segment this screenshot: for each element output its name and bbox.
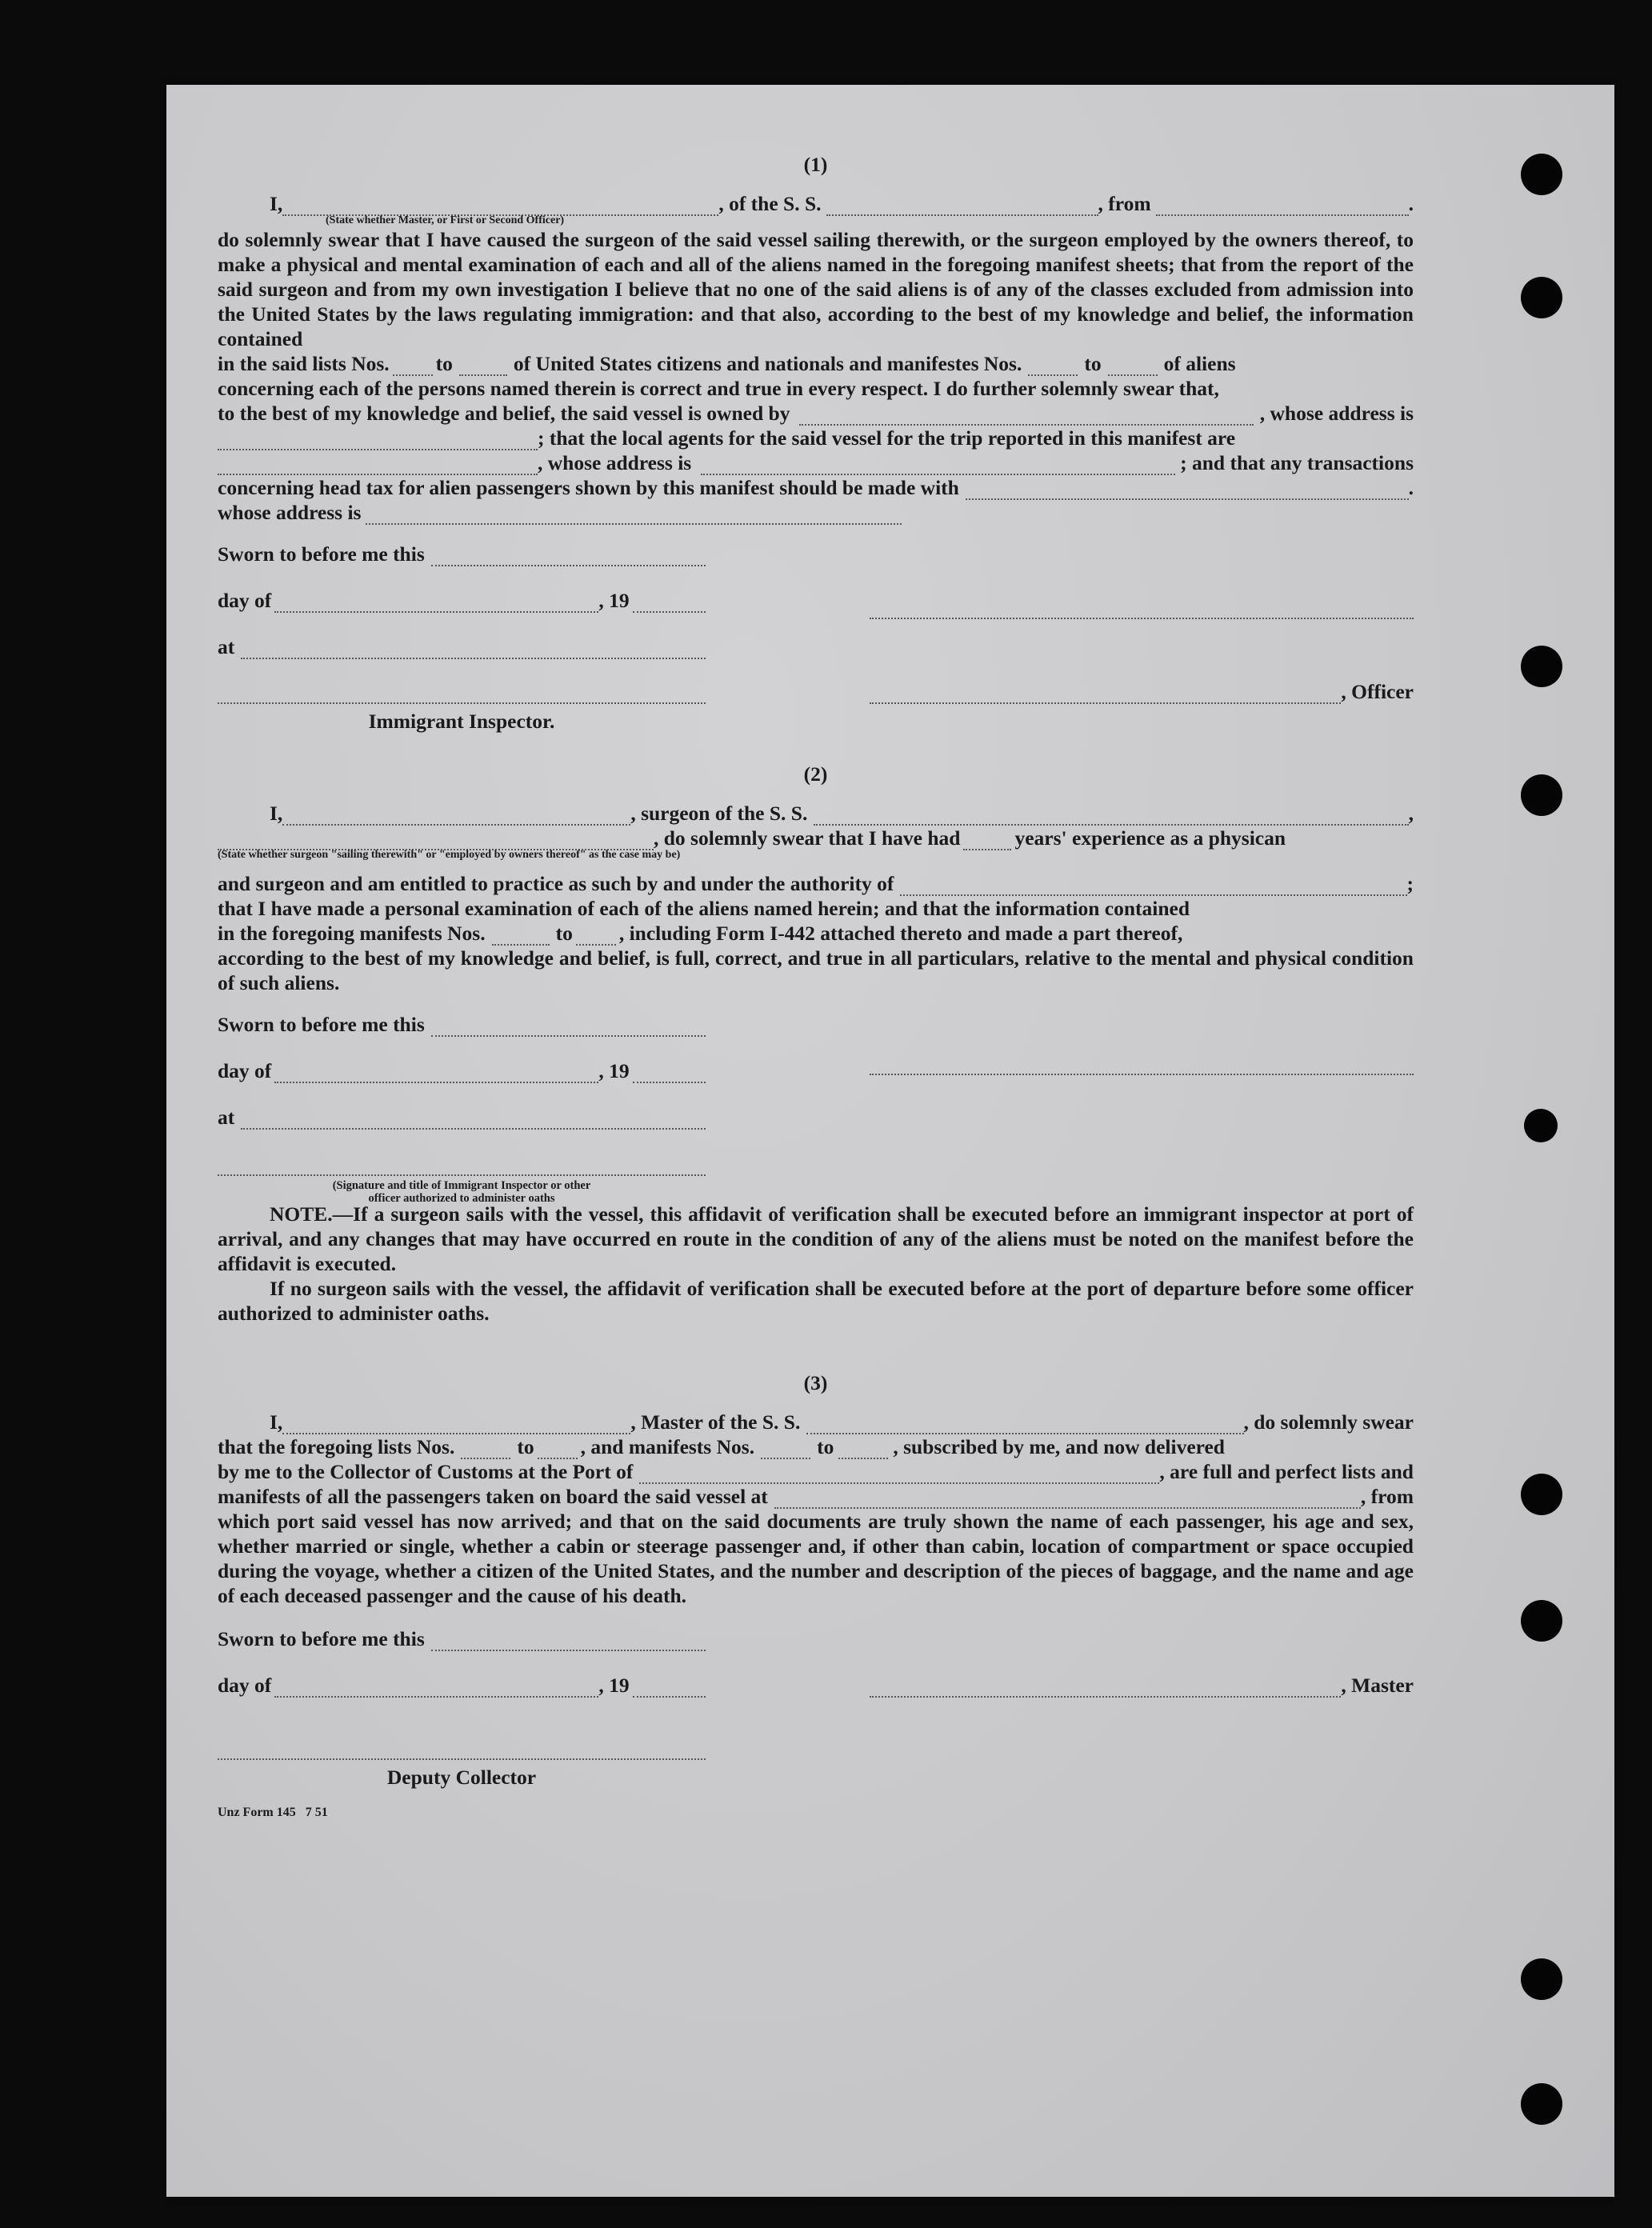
collector-port-field[interactable] [639, 1463, 1159, 1484]
section-2-paragraph-end: according to the best of my knowledge and belief, is full, correct, and true in all particulars, relative to the mental and physical condition of such aliens. [218, 946, 1414, 994]
master-note: (State whether Master, or First or Second Officer) [326, 214, 565, 226]
section-2-number: (2) [803, 762, 828, 786]
surgeon-sworn-place-field[interactable] [241, 1109, 706, 1130]
departure-port-field[interactable] [1156, 195, 1409, 216]
surgeon-sworn-day-field[interactable] [431, 1016, 706, 1037]
section-3-number: (3) [803, 1371, 828, 1394]
surgeon-witness-signature-field[interactable] [218, 1155, 706, 1176]
section-1-owned-line: to the best of my knowledge and belief, the said vessel is owned by , whose address is [218, 402, 1414, 425]
section-2-authority-line: and surgeon and am entitled to practice as such by and under the authority of ; [218, 872, 1414, 895]
section-3-lists-line: that the foregoing lists Nos. to , and manifests Nos. to , subscribed by me, and now delivered [218, 1435, 1225, 1458]
punch-hole [1521, 2083, 1562, 2125]
manifests-to-field[interactable] [838, 1438, 888, 1459]
surgeon-sworn-year-field[interactable] [633, 1062, 706, 1083]
at-label: at [218, 635, 235, 658]
punch-hole [1521, 1958, 1562, 2000]
section-1-paragraph-b: concerning each of the persons named therein is correct and true in every respect. I do further solemnly swear that, [218, 377, 1219, 400]
master3-vessel-field[interactable] [806, 1414, 1243, 1434]
section-1-whose-line: , whose address is ; and that any transactions [218, 450, 1414, 475]
surgeon-manifest-from-field[interactable] [492, 925, 550, 946]
citizen-list-from-field[interactable] [393, 355, 433, 376]
master3-sworn-day-field[interactable] [431, 1630, 706, 1651]
section-1-paragraph-a: do solemnly swear that I have caused the surgeon of the said vessel sailing therewith, or the surgeon employed by the owners thereof, to make a physical and mental examination of each and all of the aliens named in the foregoing manifest sheets; that from the report of the said surgeon and from my own investigation I believe that no one of the said aliens is of any of the classes excluded from admission into the United States by the laws regulating immigration: and that also, according to the best of my knowledge and belief, the information contained [218, 228, 1414, 350]
manifests-from-field[interactable] [761, 1438, 810, 1459]
surgeon-note: (State whether surgeon "sailing therewith" or "employed by owners thereof" as the case may be) [218, 849, 681, 861]
punch-hole [1521, 1600, 1562, 1642]
surgeon-vessel-field[interactable] [814, 805, 1408, 826]
punch-hole [1521, 646, 1562, 687]
surgeon-status-field[interactable] [218, 830, 654, 850]
punch-hole [1521, 277, 1562, 318]
section-2-swear-line: , do solemnly swear that I have had years' experience as a physican [218, 826, 1414, 850]
signature-caption-1: (Signature and title of Immigrant Inspector or other [332, 1179, 591, 1192]
section-1-agents-line: ; that the local agents for the said vessel for the trip reported in this manifest are [218, 426, 1414, 450]
day-of-label: day of [218, 589, 272, 612]
sworn-place-field[interactable] [241, 638, 706, 659]
section-3-intro: I, , Master of the S. S. , do solemnly swear [270, 1410, 1414, 1434]
section-2-manifest-line: in the foregoing manifests Nos. to , including Form I-442 attached thereto and made a part thereof, [218, 922, 1183, 945]
agents-address-field[interactable] [701, 454, 1175, 475]
section-1-lists-line: in the said lists Nos. to of United States citizens and nationals and manifestes Nos. to of aliens [218, 352, 1236, 375]
section-1-signatures [218, 534, 1414, 750]
inspector-signature-field[interactable] [218, 683, 706, 704]
year-label: , 19 [598, 589, 630, 612]
surgeon-manifest-to-field[interactable] [576, 925, 616, 946]
year-label: , 19 [598, 1059, 630, 1082]
master-name-field[interactable] [282, 195, 718, 216]
note-paragraph-2: If no surgeon sails with the vessel, the affidavit of verification shall be executed before at the port of departure before some officer authorized to administer oaths. [218, 1277, 1414, 1325]
deputy-caption: Deputy Collector [386, 1766, 537, 1789]
sworn-label: Sworn to before me this [218, 1627, 425, 1650]
section-3-signatures [218, 1619, 1414, 1789]
owner-address-field[interactable] [218, 430, 538, 450]
headtax-address-field[interactable] [366, 504, 902, 525]
alien-manifest-to-field[interactable] [1108, 355, 1158, 376]
citizen-list-to-field[interactable] [459, 355, 507, 376]
section-2-exam: that I have made a personal examination of each of the aliens named herein; and that the information contained [218, 897, 1190, 920]
note-paragraph-1: NOTE.—If a surgeon sails with the vessel, this affidavit of verification shall be executed before an immigrant inspector at port of arrival, and any changes that may have occurred en route in the condition of any of the aliens must be noted on the manifest before the affidavit is executed. [218, 1202, 1414, 1275]
authority-field[interactable] [900, 875, 1406, 896]
lists-to-field[interactable] [538, 1438, 578, 1459]
form-content [218, 144, 1414, 1825]
master3-sworn-month-field[interactable] [274, 1677, 598, 1698]
local-agents-field[interactable] [218, 454, 538, 475]
master3-sworn-year-field[interactable] [633, 1677, 706, 1698]
section-3-paragraph: which port said vessel has now arrived; and that on the said documents are truly shown the name of each passenger, his age and sex, whether married or single, whether a cabin or steerage passenger and, if other than cabin, location of compartment or space occupied during the voyage, whether a citizen of the United States, and the number and description of the pieces of baggage, and the name and age of each deceased passenger and the cause of his death. [218, 1510, 1414, 1607]
master3-name-field[interactable] [282, 1414, 630, 1434]
punch-hole [1524, 1109, 1558, 1142]
section-1-number: (1) [803, 153, 828, 176]
year-label: , 19 [598, 1674, 630, 1697]
years-experience-field[interactable] [963, 830, 1011, 850]
boarding-port-field[interactable] [774, 1488, 1361, 1509]
sworn-month-field[interactable] [274, 592, 598, 613]
at-label: at [218, 1106, 235, 1129]
lists-from-field[interactable] [461, 1438, 510, 1459]
sworn-label: Sworn to before me this [218, 1013, 425, 1036]
sworn-label: Sworn to before me this [218, 542, 425, 566]
officer-signature-field[interactable] [870, 683, 1341, 704]
surgeon-sworn-month-field[interactable] [274, 1062, 598, 1083]
alien-manifest-from-field[interactable] [1028, 355, 1078, 376]
surgeon-name-field[interactable] [282, 805, 630, 826]
punch-hole [1521, 774, 1562, 816]
section-3-collector-line: by me to the Collector of Customs at the Port of , are full and perfect lists and [218, 1460, 1414, 1483]
day-of-label: day of [218, 1059, 272, 1082]
signature-caption-2: officer authorized to administer oaths [368, 1192, 555, 1205]
master3-signature-field[interactable] [870, 1677, 1341, 1698]
surgeon-signature-field[interactable] [870, 1054, 1414, 1075]
section-2-intro: I, , surgeon of the S. S. , [270, 802, 1414, 825]
section-1-whose-address-line: whose address is [218, 500, 1414, 525]
officer-label: , Officer [1341, 680, 1414, 703]
inspector-caption: Immigrant Inspector. [368, 710, 555, 733]
punch-hole [1521, 154, 1562, 195]
punch-hole [1521, 1474, 1562, 1515]
master-label: , Master [1341, 1674, 1414, 1697]
officer-signature-line-1[interactable] [870, 598, 1414, 619]
headtax-party-field[interactable] [966, 479, 1409, 500]
sworn-year-field[interactable] [633, 592, 706, 613]
form-number: Unz Form 145 7 51 [218, 1806, 328, 1819]
section-2-signatures [218, 1005, 1414, 1205]
vessel-owner-field[interactable] [799, 405, 1253, 426]
sworn-day-field[interactable] [431, 546, 706, 566]
section-3-manifests-line: manifests of all the passengers taken on board the said vessel at , from [218, 1485, 1414, 1508]
vessel-name-field[interactable] [826, 195, 1098, 216]
section-1-headtax-line: concerning head tax for alien passengers shown by this manifest should be made with . [218, 476, 1414, 499]
section-1-intro: I, , of the S. S. , from . [270, 192, 1414, 215]
deputy-signature-field[interactable] [218, 1739, 706, 1760]
day-of-label: day of [218, 1674, 272, 1697]
